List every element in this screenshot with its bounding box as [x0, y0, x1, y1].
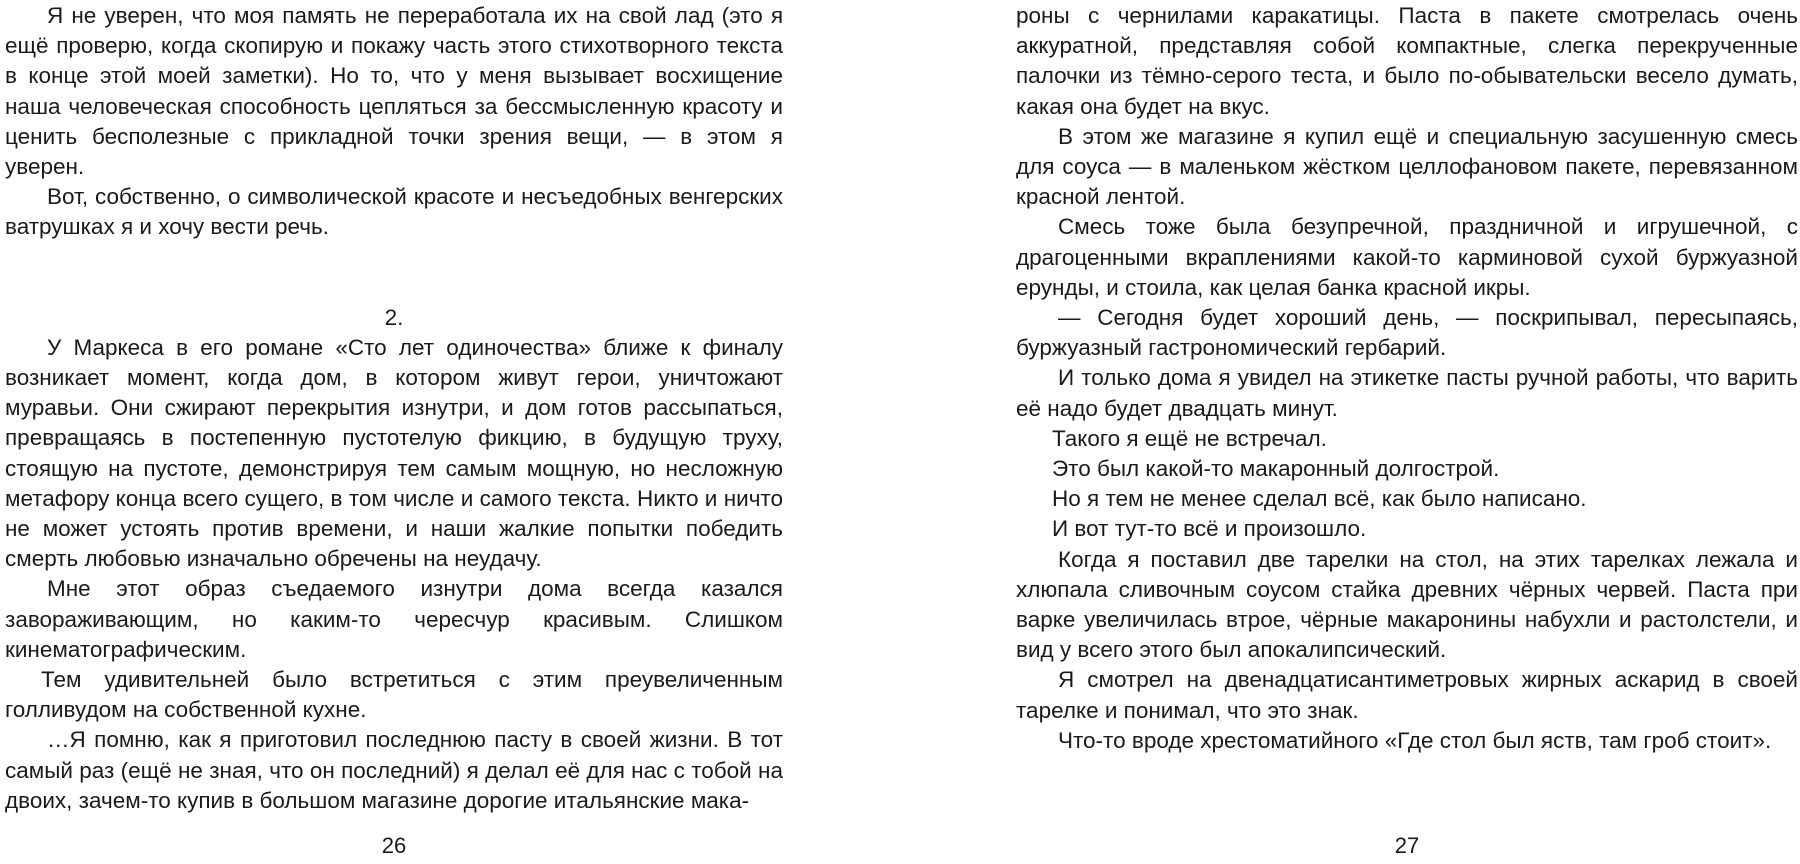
paragraph: Это был какой-то макаронный долгострой. [1052, 456, 1500, 482]
paragraph: Когда я поставил две тарелки на стол, на этих тарелках лежала и хлюпала сливочным соусом стайка древних чёрных червей. Паста при варке увеличилась втрое, чёрные макаронины набухли и растолстели, и вид у всего этого был апокалипсический. [1016, 546, 1798, 663]
chapter-number: 2. [384, 304, 404, 330]
left-page-text [5, 1, 783, 816]
page-number: 26 [381, 833, 407, 858]
paragraph: Но я тем не менее сделал всё, как было написано. [1052, 486, 1587, 512]
paragraph: У Маркеса в его романе «Сто лет одиночества» ближе к финалу возникает момент, когда дом, в котором живут герои, уничтожают муравьи. Они сжирают перекрытия изнутри, и дом готов рассыпаться, превращаясь в постепенную пустотелую фикцию, в будущую труху, стоящую на пустоте, демонстрируя тем самым мощную, но несложную метафору конца всего сущего, в том числе и самого текста. Никто и ничто не может устоять против времени, и наши жалкие попытки победить смерть любовью изначально обречены на неудачу. [5, 334, 783, 572]
paragraph: В этом же магазине я купил ещё и специальную засушенную смесь для соуса — в маленьком жёстком целлофановом пакете, перевязанном красной лентой. [1016, 123, 1798, 210]
paragraph: Смесь тоже была безупречной, праздничной и игрушечной, с драгоценными вкраплениями какой-то карминовой сухой буржуазной ерунды, и стоила, как целая банка красной икры. [1016, 214, 1798, 300]
paragraph: Я смотрел на двенадцатисантиметровых жирных аскарид в своей тарелке и понимал, что это знак. [1016, 667, 1798, 723]
paragraph: И вот тут-то всё и произошло. [1052, 516, 1367, 542]
paragraph: Мне этот образ съедаемого изнутри дома всегда казался завораживающим, но каким-то чересчур красивым. Слишком кинематографическим. [5, 576, 783, 662]
left-page [5, 0, 783, 864]
right-page-text [1016, 1, 1798, 756]
paragraph: — Сегодня будет хороший день, — поскрипывал, пересыпаясь, буржуазный гастрономический гербарий. [1016, 305, 1798, 361]
section-spacer [5, 243, 783, 303]
paragraph: Что-то вроде хрестоматийного «Где стол был яств, там гроб стоит». [1058, 727, 1772, 753]
paragraph: роны с чернилами каракатицы. Паста в пакете смотрелась очень аккуратной, представляя собой компактные, слегка перекрученные палочки из тёмно-серого теста, и было по-обывательски весело думать, какая она будет на вкус. [1016, 3, 1798, 119]
paragraph: И только дома я увидел на этикетке пасты ручной работы, что варить её надо будет двадцать минут. [1016, 365, 1798, 421]
paragraph: Такого я ещё не встречал. [1052, 425, 1327, 451]
paragraph: Вот, собственно, о символической красоте и несъедобных венгерских ватрушках я и хочу вести речь. [5, 184, 783, 240]
paragraph: …Я помню, как я приготовил последнюю пасту в своей жизни. В тот самый раз (ещё не зная, что он последний) я делал её для нас с тобой на двоих, зачем-то купив в большом магазине дорогие итальянские мака- [5, 727, 783, 813]
paragraph: Тем удивительней было встретиться с этим преувеличенным голливудом на собственной кухне. [5, 667, 783, 723]
right-page [1016, 0, 1798, 864]
page-number: 27 [1394, 833, 1420, 858]
paragraph: Я не уверен, что моя память не переработала их на свой лад (это я ещё проверю, когда скопирую и покажу часть этого стихотворного текста в конце этой моей заметки). Но то, что у меня вызывает восхищение наша человеческая способность цепляться за бессмысленную красоту и ценить бесполезные с прикладной точки зрения вещи, — в этом я уверен. [5, 3, 783, 180]
